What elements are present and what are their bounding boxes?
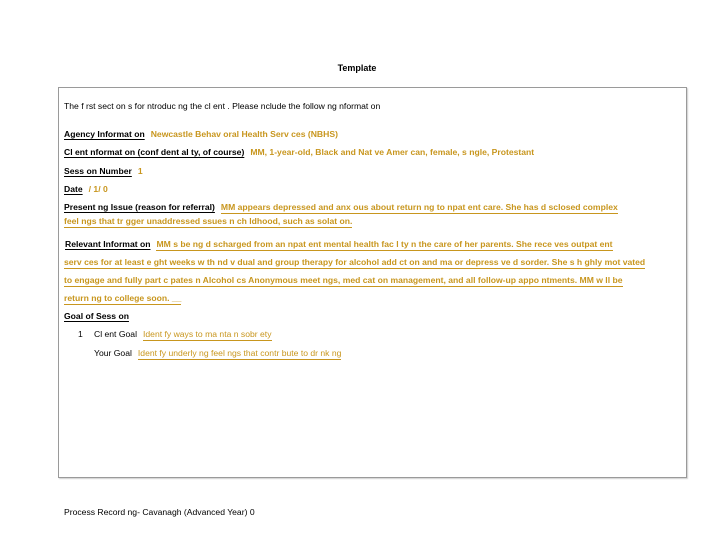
relevant-label: Relevant Informat on (65, 239, 151, 249)
session-number-row (64, 166, 143, 177)
client-goal-value[interactable]: Ident fy ways to ma nta n sobr ety (143, 329, 272, 339)
date-value[interactable]: / 1/ 0 (88, 184, 108, 194)
agency-row (64, 129, 338, 140)
goals-row (64, 311, 129, 322)
relevant-value-line1[interactable]: MM s be ng d scharged from an npat ent mental health fac l ty n the care of her parents. She rece ves outpat ent (156, 239, 613, 249)
presenting-value-line2[interactable]: feel ngs that tr gger unaddressed ssues n ch ldhood, such as solat on. (64, 216, 353, 226)
presenting-value-line1[interactable]: MM appears depressed and anx ous about return ng to npat ent care. She has d sclosed complex (220, 202, 618, 212)
client-value[interactable]: MM, 1-year-old, Black and Nat ve Amer can, female, s ngle, Protestant (250, 147, 535, 157)
relevant-value-line4[interactable]: return ng to college soon. __ (64, 293, 182, 303)
relevant-row-3 (64, 275, 623, 286)
date-label: Date (64, 184, 83, 194)
presenting-label: Present ng Issue (reason for referral) (64, 202, 215, 212)
client-goal-row (64, 329, 272, 340)
session-number-label: Sess on Number (64, 166, 132, 176)
relevant-row-4 (64, 293, 181, 304)
relevant-value-line2[interactable]: serv ces for at least e ght weeks w th nd v dual and group therapy for alcohol add ct on and ma or depress ve d sorder. She s h ghly mot vated (64, 257, 646, 267)
your-goal-value[interactable]: Ident fy underly ng feel ngs that contr bute to dr nk ng (137, 348, 342, 358)
page-footer: Process Record ng- Cavanagh (Advanced Year) 0 (64, 507, 255, 517)
goals-label: Goal of Sess on (64, 311, 129, 321)
session-number-value[interactable]: 1 (137, 166, 143, 176)
your-goal-row (94, 348, 341, 359)
page-title: Template (337, 63, 377, 73)
agency-label: Agency Informat on (64, 129, 145, 139)
relevant-value-line3[interactable]: to engage and fully part c pates n Alcohol cs Anonymous meet ngs, med cat on management, and all follow-up appo ntments. MM w ll be (64, 275, 623, 285)
client-row (64, 147, 534, 158)
agency-value[interactable]: Newcastle Behav oral Health Serv ces (NBHS) (150, 129, 338, 139)
intro-text: The f rst sect on s for ntroduc ng the cl ent . Please nclude the follow ng nformat on (64, 101, 381, 111)
client-label: Cl ent nformat on (conf dent al ty, of course) (64, 147, 245, 157)
relevant-row-2 (64, 257, 645, 268)
client-goal-label: Cl ent Goal (94, 329, 137, 339)
presenting-row (64, 202, 618, 213)
presenting-row-2 (64, 216, 352, 227)
goal-item-number: 1 (78, 329, 83, 339)
your-goal-label: Your Goal (94, 348, 132, 358)
relevant-row (64, 239, 613, 250)
date-row (64, 184, 108, 195)
